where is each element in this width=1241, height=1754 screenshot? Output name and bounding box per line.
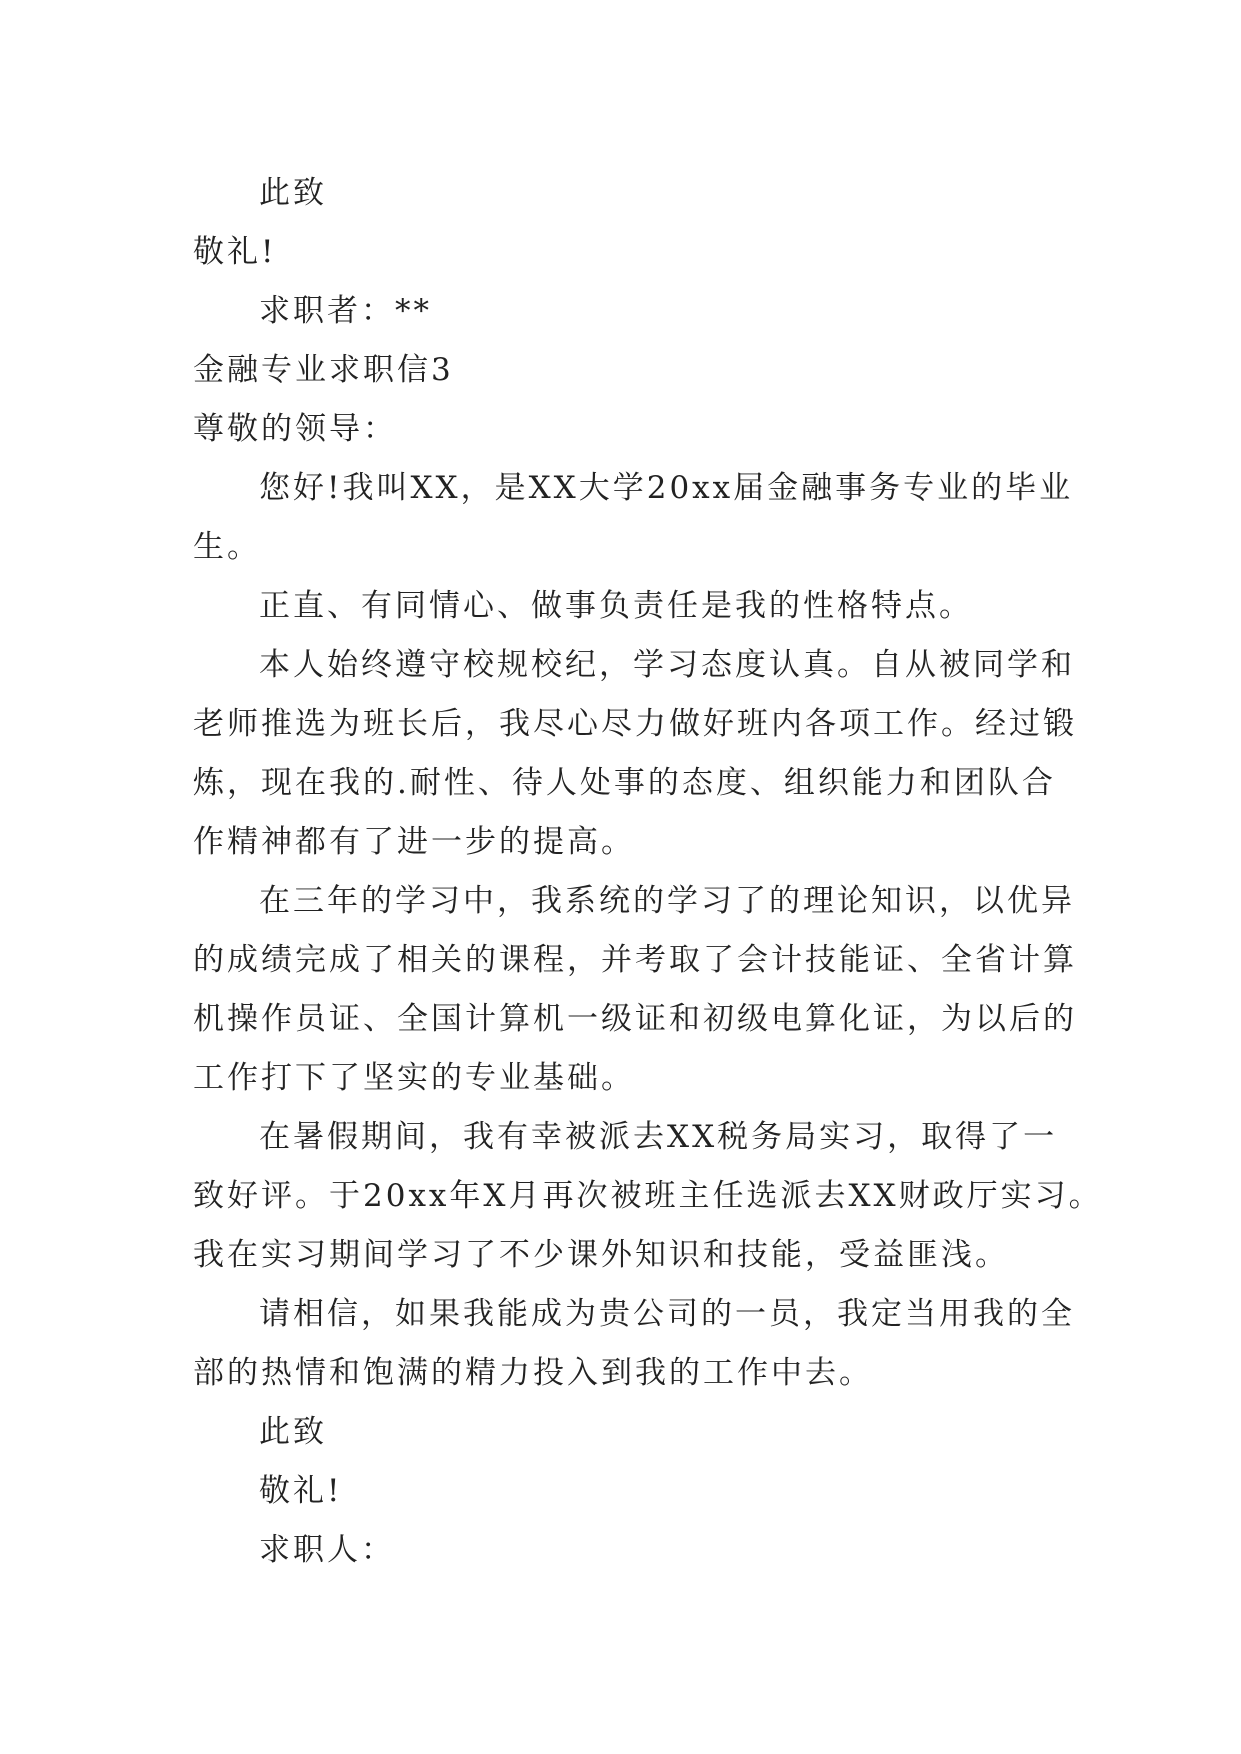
- text-line: 尊敬的领导：: [193, 411, 397, 447]
- text-line: 本人始终遵守校规校纪，学习态度认真。自从被同学和: [259, 647, 1075, 683]
- text-line: 致好评。于20xx年X月再次被班主任选派去XX财政厅实习。: [193, 1178, 1103, 1214]
- text-line: 您好!我叫XX，是XX大学20xx届金融事务专业的毕业: [259, 470, 1074, 506]
- text-line: 求职者：**: [259, 293, 432, 329]
- text-line: 我在实习期间学习了不少课外知识和技能，受益匪浅。: [193, 1237, 1009, 1273]
- text-line: 部的热情和饱满的精力投入到我的工作中去。: [193, 1355, 873, 1391]
- text-line: 作精神都有了进一步的提高。: [193, 824, 635, 860]
- text-line: 求职人：: [259, 1532, 395, 1568]
- text-line: 敬礼!: [193, 234, 277, 270]
- letter-body: [193, 164, 1103, 1580]
- text-line: 金融专业求职信3: [193, 352, 454, 388]
- text-line: 请相信，如果我能成为贵公司的一员，我定当用我的全: [259, 1296, 1075, 1332]
- text-line: 的成绩完成了相关的课程，并考取了会计技能证、全省计算: [193, 942, 1077, 978]
- text-line: 工作打下了坚实的专业基础。: [193, 1060, 635, 1096]
- text-line: 在三年的学习中，我系统的学习了的理论知识，以优异: [259, 883, 1075, 919]
- text-line: 敬礼!: [259, 1473, 343, 1509]
- text-line: 此致: [259, 1414, 327, 1450]
- text-line: 正直、有同情心、做事负责任是我的性格特点。: [259, 588, 973, 624]
- text-line: 炼，现在我的.耐性、待人处事的态度、组织能力和团队合: [193, 765, 1056, 801]
- text-line: 机操作员证、全国计算机一级证和初级电算化证，为以后的: [193, 1001, 1077, 1037]
- text-line: 生。: [193, 529, 261, 565]
- text-line: 此致: [259, 175, 327, 211]
- text-line: 老师推选为班长后，我尽心尽力做好班内各项工作。经过锻: [193, 706, 1077, 742]
- text-line: 在暑假期间，我有幸被派去XX税务局实习，取得了一: [259, 1119, 1058, 1155]
